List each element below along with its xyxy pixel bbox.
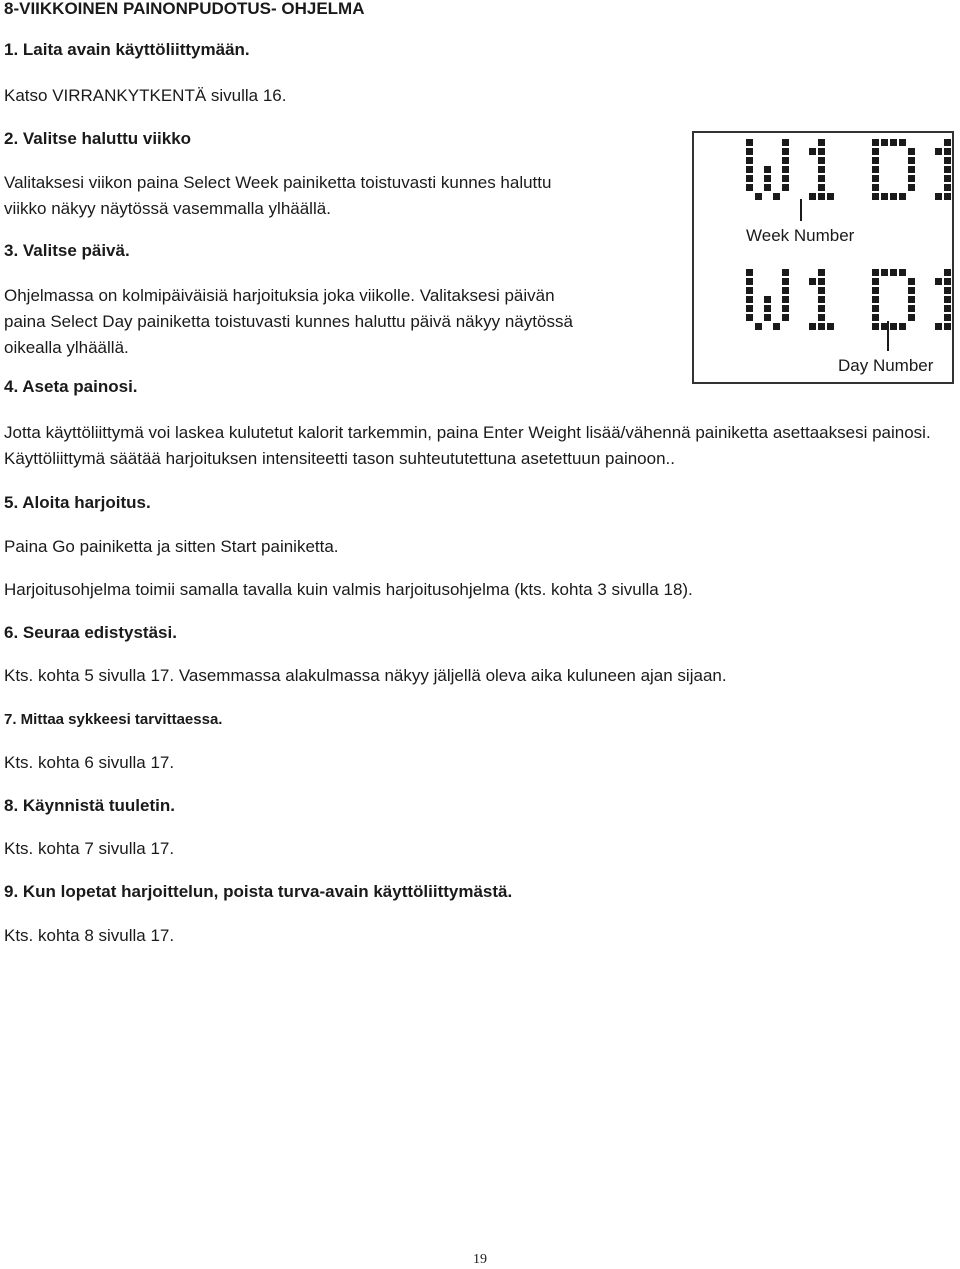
lcd-pixel — [872, 166, 879, 173]
lcd-pixel — [935, 278, 942, 285]
lcd-pixel — [746, 175, 753, 182]
lcd-pixel — [818, 287, 825, 294]
lcd-pixel — [746, 166, 753, 173]
lcd-pixel — [872, 193, 879, 200]
lcd-pixel — [782, 305, 789, 312]
lcd-pixel — [944, 157, 951, 164]
lcd-pixel — [890, 139, 897, 146]
step-7-text: Kts. kohta 6 sivulla 17. — [4, 753, 175, 772]
page-number: 19 — [473, 1252, 487, 1267]
lcd-pixel — [908, 148, 915, 155]
lcd-pixel — [818, 166, 825, 173]
lcd-pixel — [782, 269, 789, 276]
lcd-pixel — [872, 296, 879, 303]
lcd-pixel — [908, 314, 915, 321]
step-5-text-2: Harjoitusohjelma toimii samalla tavalla kuin valmis harjoitusohjelma (kts. kohta 3 sivulla 18). — [4, 580, 693, 599]
lcd-pixel — [872, 269, 879, 276]
lcd-pixel — [746, 184, 753, 191]
lcd-pixel — [764, 314, 771, 321]
lcd-pixel — [827, 323, 834, 330]
lcd-pixel — [908, 305, 915, 312]
lcd-pixel — [944, 305, 951, 312]
lcd-pixel — [872, 314, 879, 321]
lcd-pixel — [755, 193, 762, 200]
lcd-pixel — [944, 287, 951, 294]
lcd-pixel — [944, 184, 951, 191]
lcd-pixel — [899, 193, 906, 200]
lcd-pixel — [944, 166, 951, 173]
lcd-pixel — [809, 278, 816, 285]
lcd-pixel — [944, 296, 951, 303]
lcd-pixel — [773, 323, 780, 330]
day-number-label: Day Number — [838, 356, 934, 375]
step-5-heading: 5. Aloita harjoitus. — [4, 493, 151, 512]
lcd-pixel — [881, 193, 888, 200]
lcd-pixel — [944, 278, 951, 285]
lcd-pixel — [908, 157, 915, 164]
lcd-pixel — [782, 148, 789, 155]
step-8-text: Kts. kohta 7 sivulla 17. — [4, 839, 175, 858]
lcd-pixel — [782, 157, 789, 164]
lcd-pixel — [818, 305, 825, 312]
lcd-pixel — [746, 278, 753, 285]
lcd-pixel — [872, 305, 879, 312]
lcd-pixel — [872, 148, 879, 155]
lcd-pixel — [944, 269, 951, 276]
lcd-pixel — [881, 323, 888, 330]
lcd-pixel — [782, 139, 789, 146]
lcd-pixel — [818, 278, 825, 285]
lcd-pixel — [818, 139, 825, 146]
lcd-pixel — [908, 287, 915, 294]
lcd-pixel — [908, 166, 915, 173]
lcd-pixel — [782, 296, 789, 303]
step-5-text-1: Paina Go painiketta ja sitten Start painiketta. — [4, 537, 339, 556]
display-figure — [692, 131, 954, 384]
lcd-pixel — [908, 184, 915, 191]
lcd-pixel — [944, 175, 951, 182]
lcd-pixel — [872, 157, 879, 164]
lcd-pixel — [782, 166, 789, 173]
step-3-text-line-2: paina Select Day painiketta toistuvasti kunnes haluttu päivä näkyy näytössä — [4, 312, 573, 331]
page-title: 8-VIIKKOINEN PAINONPUDOTUS- OHJELMA — [4, 0, 365, 18]
lcd-pixel — [782, 287, 789, 294]
week-number-label: Week Number — [746, 226, 855, 245]
lcd-pixel — [872, 184, 879, 191]
step-2-text-line-2: viikko näkyy näytössä vasemmalla ylhäällä. — [4, 199, 331, 218]
lcd-pixel — [809, 193, 816, 200]
step-4-heading: 4. Aseta painosi. — [4, 377, 138, 396]
lcd-pixel — [755, 323, 762, 330]
lcd-pixel — [890, 193, 897, 200]
lcd-pixel — [899, 269, 906, 276]
lcd-pixel — [944, 148, 951, 155]
lcd-pixel — [899, 139, 906, 146]
lcd-pixel — [818, 157, 825, 164]
step-1-text: Katso VIRRANKYTKENTÄ sivulla 16. — [4, 86, 287, 105]
lcd-pixel — [746, 269, 753, 276]
lcd-pixel — [809, 148, 816, 155]
lcd-pixel — [782, 278, 789, 285]
lcd-pixel — [899, 323, 906, 330]
lcd-pixel — [827, 193, 834, 200]
lcd-pixel — [818, 323, 825, 330]
step-6-text: Kts. kohta 5 sivulla 17. Vasemmassa alakulmassa näkyy jäljellä oleva aika kuluneen ajan sijaan. — [4, 666, 727, 685]
lcd-pixel — [746, 305, 753, 312]
lcd-pixel — [818, 148, 825, 155]
lcd-pixel — [809, 323, 816, 330]
step-3-heading: 3. Valitse päivä. — [4, 241, 130, 260]
lcd-pixel — [872, 278, 879, 285]
step-9-heading: 9. Kun lopetat harjoittelun, poista turva-avain käyttöliittymästä. — [4, 882, 513, 901]
lcd-pixel — [746, 296, 753, 303]
lcd-pixel — [872, 287, 879, 294]
lcd-pixel — [746, 139, 753, 146]
step-9-text: Kts. kohta 8 sivulla 17. — [4, 926, 175, 945]
lcd-pixel — [764, 305, 771, 312]
lcd-pixel — [782, 184, 789, 191]
lcd-pixel — [872, 139, 879, 146]
step-6-heading: 6. Seuraa edistystäsi. — [4, 623, 177, 642]
lcd-pixel — [818, 193, 825, 200]
step-3-text-line-3: oikealla ylhäällä. — [4, 338, 129, 357]
lcd-pixel — [746, 287, 753, 294]
lcd-pixel — [746, 148, 753, 155]
lcd-pixel — [764, 166, 771, 173]
lcd-pixel — [773, 193, 780, 200]
lcd-pixel — [818, 184, 825, 191]
lcd-pixel — [746, 314, 753, 321]
step-1-heading: 1. Laita avain käyttöliittymään. — [4, 40, 250, 59]
lcd-pixel — [818, 296, 825, 303]
lcd-pixel — [908, 175, 915, 182]
lcd-pixel — [881, 269, 888, 276]
lcd-pixel — [872, 323, 879, 330]
lcd-pixel — [818, 175, 825, 182]
lcd-pixel — [818, 269, 825, 276]
lcd-pixel — [944, 139, 951, 146]
lcd-pixel — [746, 157, 753, 164]
lcd-pixel — [782, 314, 789, 321]
step-8-heading: 8. Käynnistä tuuletin. — [4, 796, 175, 815]
step-4-text: Jotta käyttöliittymä voi laskea kulutetut kalorit tarkemmin, paina Enter Weight lisää/vähennä painiketta asettaaksesi painosi. Käyttöliittymä säätää harjoituksen intensiteetti tason suhteututettuna asetettuun painoon.. — [4, 423, 931, 468]
step-3-text-line-1: Ohjelmassa on kolmipäiväisiä harjoituksia joka viikolle. Valitaksesi päivän — [4, 286, 555, 305]
lcd-pixel — [881, 139, 888, 146]
lcd-pixel — [872, 175, 879, 182]
step-2-heading: 2. Valitse haluttu viikko — [4, 129, 192, 148]
lcd-pixel — [944, 314, 951, 321]
lcd-pixel — [935, 323, 942, 330]
lcd-pixel — [944, 323, 951, 330]
lcd-pixel — [764, 175, 771, 182]
lcd-pixel — [764, 184, 771, 191]
lcd-pixel — [782, 175, 789, 182]
lcd-pixel — [764, 296, 771, 303]
lcd-pixel — [890, 269, 897, 276]
lcd-pixel — [935, 193, 942, 200]
lcd-pixel — [935, 148, 942, 155]
lcd-pixel — [944, 193, 951, 200]
lcd-pixel — [890, 323, 897, 330]
lcd-pixel — [908, 296, 915, 303]
lcd-pixel — [908, 278, 915, 285]
lcd-pixel — [818, 314, 825, 321]
step-2-text-line-1: Valitaksesi viikon paina Select Week painiketta toistuvasti kunnes haluttu — [4, 173, 552, 192]
step-7-heading: 7. Mittaa sykkeesi tarvittaessa. — [4, 711, 223, 728]
